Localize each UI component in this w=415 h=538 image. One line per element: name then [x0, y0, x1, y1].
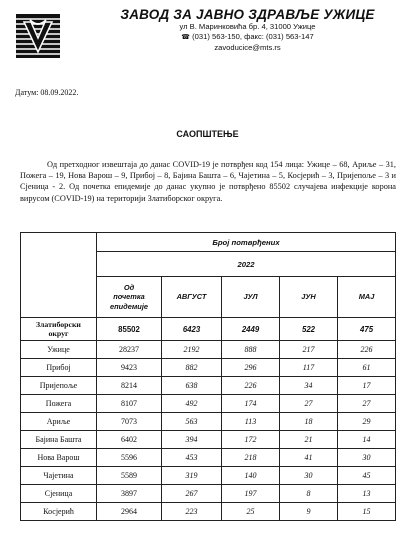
org-phone: (031) 563-150, факс: (031) 563-147 [192, 32, 314, 41]
municipality-name: Прибој [21, 359, 97, 377]
total-cell: 475 [338, 318, 396, 341]
total-label: Златиборски округ [21, 318, 97, 341]
document-title: САОПШТЕЊЕ [176, 129, 239, 139]
cases-table [20, 232, 396, 521]
value-cell: 226 [338, 341, 396, 359]
municipality-name: Бајина Башта [21, 431, 97, 449]
table-row [21, 413, 396, 431]
value-cell: 117 [280, 359, 338, 377]
value-cell: 45 [338, 467, 396, 485]
value-cell: 492 [162, 395, 222, 413]
table-row [21, 503, 396, 521]
value-cell: 197 [222, 485, 280, 503]
value-cell: 7073 [97, 413, 162, 431]
table-row [21, 359, 396, 377]
col-header-july: ЈУЛ [222, 277, 280, 318]
value-cell: 9 [280, 503, 338, 521]
document-date: Датум: 08.09.2022. [15, 88, 79, 97]
value-cell: 6402 [97, 431, 162, 449]
value-cell: 9423 [97, 359, 162, 377]
value-cell: 30 [280, 467, 338, 485]
col-header-may: МАЈ [338, 277, 396, 318]
value-cell: 8107 [97, 395, 162, 413]
value-cell: 217 [280, 341, 338, 359]
total-cell: 6423 [162, 318, 222, 341]
value-cell: 226 [222, 377, 280, 395]
value-cell: 13 [338, 485, 396, 503]
value-cell: 172 [222, 431, 280, 449]
total-cell: 522 [280, 318, 338, 341]
value-cell: 2192 [162, 341, 222, 359]
year-header: 2022 [97, 252, 396, 277]
value-cell: 218 [222, 449, 280, 467]
value-cell: 296 [222, 359, 280, 377]
value-cell: 2964 [97, 503, 162, 521]
table-row [21, 341, 396, 359]
table-row [21, 449, 396, 467]
value-cell: 29 [338, 413, 396, 431]
value-cell: 563 [162, 413, 222, 431]
value-cell: 15 [338, 503, 396, 521]
value-cell: 30 [338, 449, 396, 467]
value-cell: 5589 [97, 467, 162, 485]
value-cell: 17 [338, 377, 396, 395]
org-phone-line [100, 32, 395, 43]
table-row [21, 377, 396, 395]
value-cell: 61 [338, 359, 396, 377]
value-cell: 223 [162, 503, 222, 521]
municipality-name: Чајетина [21, 467, 97, 485]
value-cell: 27 [338, 395, 396, 413]
value-cell: 21 [280, 431, 338, 449]
value-cell: 3897 [97, 485, 162, 503]
col-header-since-start: Од почетка епидемије [97, 277, 162, 318]
value-cell: 174 [222, 395, 280, 413]
municipality-name: Косјерић [21, 503, 97, 521]
value-cell: 267 [162, 485, 222, 503]
total-cell: 2449 [222, 318, 280, 341]
org-email: zavoducice@mts.rs [214, 43, 281, 52]
municipality-name: Ужице [21, 341, 97, 359]
table-row [21, 395, 396, 413]
municipality-name: Нова Варош [21, 449, 97, 467]
total-row [21, 318, 396, 341]
table-corner-cell [21, 233, 97, 318]
phone-icon: ☎ [181, 34, 191, 41]
municipality-name: Ариље [21, 413, 97, 431]
announcement-paragraph: Од претходног извештаја до данас COVID-19 је потврђен код 154 лица: Ужице – 68, Ариље – 31, Пожега – 19, Нова Варош – 9, Прибој – 8, Бајина Башта – 6, Чајетина – 5, Косјерић – 3, Пријепоље – 3 и Сјеница - 2. Од почетка епидемије до данас укупно је потврђено 85502 случајева инфекције корона вирусом (COVID-19) на територији Златиборског округа. [20, 160, 396, 203]
value-cell: 394 [162, 431, 222, 449]
value-cell: 28237 [97, 341, 162, 359]
municipality-name: Сјеница [21, 485, 97, 503]
value-cell: 27 [280, 395, 338, 413]
value-cell: 25 [222, 503, 280, 521]
table-row [21, 431, 396, 449]
value-cell: 18 [280, 413, 338, 431]
value-cell: 8214 [97, 377, 162, 395]
value-cell: 5596 [97, 449, 162, 467]
table-row [21, 467, 396, 485]
col-header-june: ЈУН [280, 277, 338, 318]
total-cell: 85502 [97, 318, 162, 341]
value-cell: 41 [280, 449, 338, 467]
municipality-name: Пријепоље [21, 377, 97, 395]
value-cell: 113 [222, 413, 280, 431]
org-address: ул В. Маринковића бр. 4, 31000 Ужице [179, 22, 316, 31]
value-cell: 319 [162, 467, 222, 485]
value-cell: 453 [162, 449, 222, 467]
org-name: ЗАВОД ЗА ЈАВНО ЗДРАВЉЕ УЖИЦЕ [120, 7, 375, 22]
value-cell: 882 [162, 359, 222, 377]
institute-logo [16, 14, 60, 58]
value-cell: 8 [280, 485, 338, 503]
col-header-august: АВГУСТ [162, 277, 222, 318]
value-cell: 888 [222, 341, 280, 359]
municipality-name: Пожега [21, 395, 97, 413]
group-header: Број потврђених [97, 233, 396, 252]
value-cell: 14 [338, 431, 396, 449]
value-cell: 140 [222, 467, 280, 485]
value-cell: 638 [162, 377, 222, 395]
org-header [100, 7, 395, 53]
table-row [21, 485, 396, 503]
value-cell: 34 [280, 377, 338, 395]
